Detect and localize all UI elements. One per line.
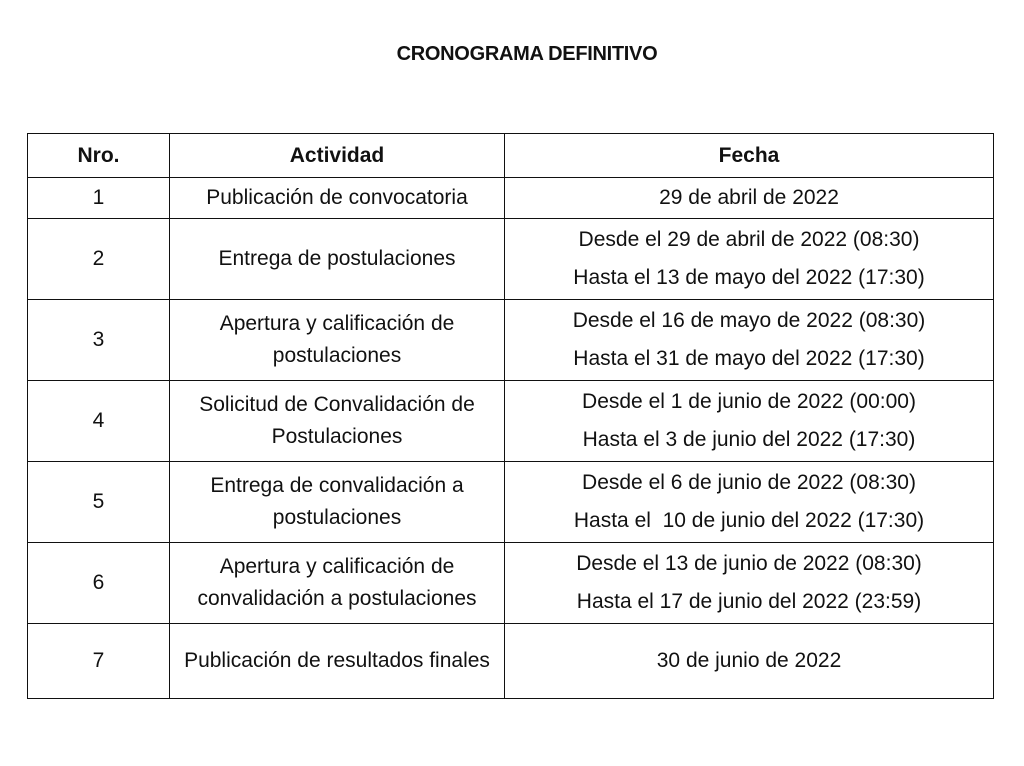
cell-nro: 6 (28, 543, 170, 624)
table-row (28, 381, 994, 462)
table-row (28, 624, 994, 699)
activity-text: Apertura y calificación de postulaciones (219, 312, 455, 367)
cell-actividad (170, 381, 505, 462)
table-row (28, 462, 994, 543)
cell-nro: 3 (28, 300, 170, 381)
cell-actividad (170, 300, 505, 381)
page-title: CRONOGRAMA DEFINITIVO (396, 43, 658, 65)
table-row (28, 219, 994, 300)
cell-fecha (505, 462, 994, 543)
date-line: 30 de junio de 2022 (656, 649, 842, 672)
cell-actividad (170, 178, 505, 219)
header-actividad: Actividad (170, 134, 505, 178)
table-row (28, 178, 994, 219)
date-from: Desde el 6 de junio de 2022 (08:30) (582, 471, 916, 494)
table-header (28, 134, 994, 178)
header-nro: Nro. (28, 134, 170, 178)
header-fecha: Fecha (505, 134, 994, 178)
cell-nro: 2 (28, 219, 170, 300)
date-line: 29 de abril de 2022 (659, 186, 839, 209)
activity-text: Apertura y calificación de convalidación a postulaciones (197, 555, 477, 610)
date-to: Hasta el 13 de mayo del 2022 (17:30) (573, 266, 925, 289)
date-from: Desde el 16 de mayo de 2022 (08:30) (572, 309, 926, 332)
table-body (28, 178, 994, 699)
date-from: Desde el 29 de abril de 2022 (08:30) (578, 228, 920, 251)
schedule-table (27, 133, 994, 699)
date-to: Hasta el 17 de junio del 2022 (23:59) (576, 590, 922, 613)
cell-fecha (505, 624, 994, 699)
activity-text: Solicitud de Convalidación de Postulaciones (199, 393, 475, 448)
date-to: Hasta el 3 de junio del 2022 (17:30) (582, 428, 916, 451)
date-from: Desde el 13 de junio de 2022 (08:30) (576, 552, 922, 575)
cell-actividad (170, 624, 505, 699)
activity-text: Entrega de postulaciones (218, 247, 456, 270)
activity-text: Entrega de convalidación a postulaciones (210, 474, 464, 529)
date-from: Desde el 1 de junio de 2022 (00:00) (582, 390, 916, 413)
cell-nro: 4 (28, 381, 170, 462)
cell-nro: 7 (28, 624, 170, 699)
cell-nro: 5 (28, 462, 170, 543)
cell-fecha (505, 219, 994, 300)
cell-fecha (505, 300, 994, 381)
table-row (28, 300, 994, 381)
cell-actividad (170, 219, 505, 300)
table-row (28, 543, 994, 624)
cell-actividad (170, 462, 505, 543)
date-to: Hasta el 10 de junio del 2022 (17:30) (573, 509, 925, 532)
cell-fecha (505, 543, 994, 624)
cell-fecha (505, 178, 994, 219)
cell-fecha (505, 381, 994, 462)
cell-actividad (170, 543, 505, 624)
cell-nro: 1 (28, 178, 170, 219)
header-row (28, 134, 994, 178)
activity-text: Publicación de convocatoria (206, 186, 468, 209)
activity-text: Publicación de resultados finales (184, 649, 490, 672)
date-to: Hasta el 31 de mayo del 2022 (17:30) (573, 347, 925, 370)
